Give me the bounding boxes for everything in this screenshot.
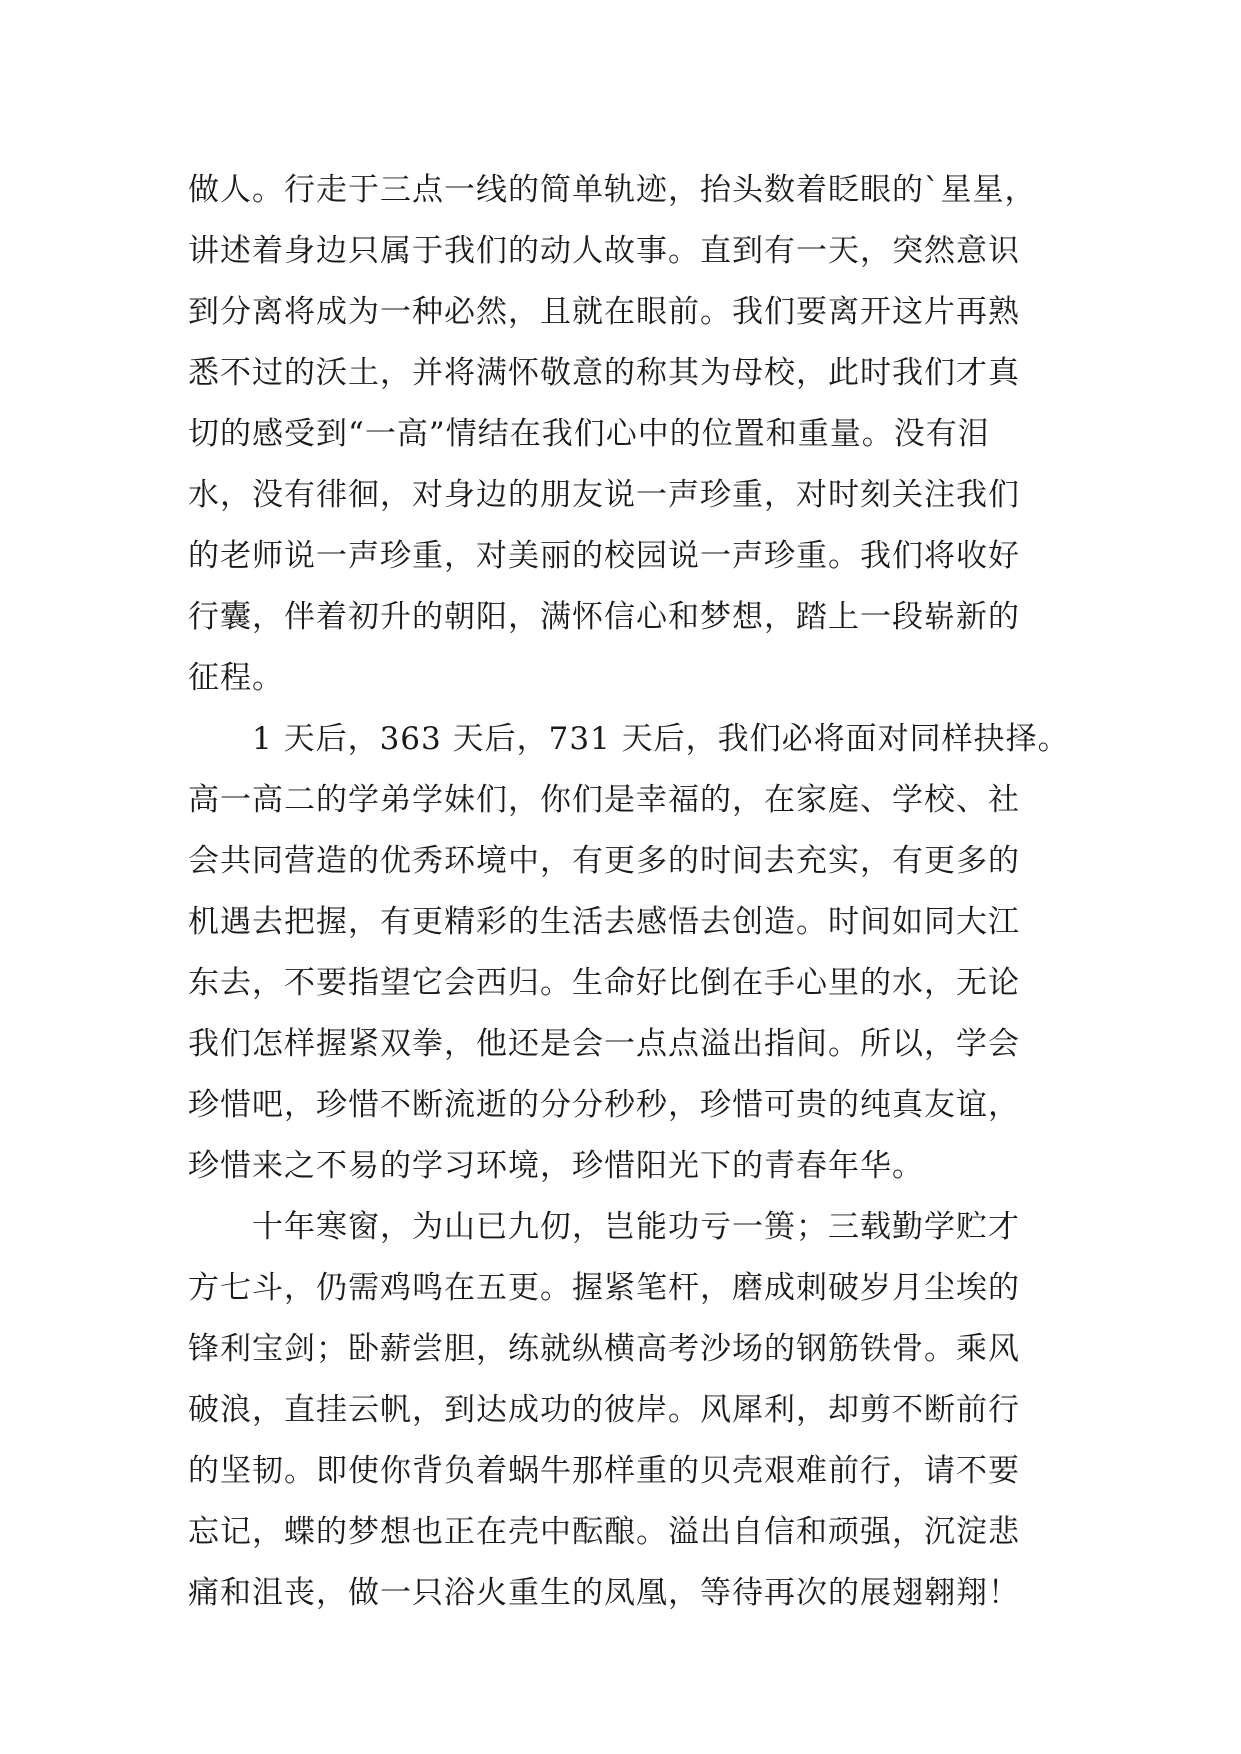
text-line: 机遇去把握，有更精彩的生活去感悟去创造。时间如同大江 bbox=[188, 904, 1020, 940]
document-body bbox=[188, 160, 1068, 1624]
text-line: 行囊，伴着初升的朝阳，满怀信心和梦想，踏上一段崭新的 bbox=[188, 599, 1020, 635]
text-line: 痛和沮丧，做一只浴火重生的凤凰，等待再次的展翅翱翔！ bbox=[188, 1575, 1020, 1611]
text-line: 会共同营造的优秀环境中，有更多的时间去充实，有更多的 bbox=[188, 843, 1020, 879]
text-line: 高一高二的学弟学妹们，你们是幸福的，在家庭、学校、社 bbox=[188, 782, 1020, 818]
text-line: 做人。行走于三点一线的简单轨迹，抬头数着眨眼的`星星， bbox=[188, 172, 1037, 208]
text-line: 珍惜来之不易的学习环境，珍惜阳光下的青春年华。 bbox=[188, 1148, 924, 1184]
text-line: 的坚韧。即使你背负着蜗牛那样重的贝壳艰难前行，请不要 bbox=[188, 1453, 1020, 1489]
text-line: 珍惜吧，珍惜不断流逝的分分秒秒，珍惜可贵的纯真友谊， bbox=[188, 1087, 1020, 1123]
text-line: 悉不过的沃土，并将满怀敬意的称其为母校，此时我们才真 bbox=[188, 355, 1020, 391]
text-line: 水，没有徘徊，对身边的朋友说一声珍重，对时刻关注我们 bbox=[188, 477, 1020, 513]
text-line: 方七斗，仍需鸡鸣在五更。握紧笔杆，磨成刺破岁月尘埃的 bbox=[188, 1270, 1020, 1306]
text-line: 忘记，蝶的梦想也正在壳中酝酿。溢出自信和顽强，沉淀悲 bbox=[188, 1514, 1020, 1550]
paragraph-2 bbox=[188, 709, 1068, 1197]
text-line: 的老师说一声珍重，对美丽的校园说一声珍重。我们将收好 bbox=[188, 538, 1020, 574]
text-line: 锋利宝剑；卧薪尝胆，练就纵横高考沙场的钢筋铁骨。乘风 bbox=[188, 1331, 1020, 1367]
text-line: 破浪，直挂云帆，到达成功的彼岸。风犀利，却剪不断前行 bbox=[188, 1392, 1020, 1428]
text-line: 到分离将成为一种必然，且就在眼前。我们要离开这片再熟 bbox=[188, 294, 1020, 330]
text-line: 十年寒窗，为山已九仞，岂能功亏一篑；三载勤学贮才 bbox=[252, 1209, 1020, 1245]
paragraph-3 bbox=[188, 1197, 1068, 1624]
paragraph-1 bbox=[188, 160, 1068, 709]
text-line: 东去，不要指望它会西归。生命好比倒在手心里的水，无论 bbox=[188, 965, 1020, 1001]
text-line: 讲述着身边只属于我们的动人故事。直到有一天，突然意识 bbox=[188, 233, 1020, 269]
text-line: 我们怎样握紧双拳，他还是会一点点溢出指间。所以，学会 bbox=[188, 1026, 1020, 1062]
text-line: 1 天后，363 天后，731 天后，我们必将面对同样抉择。 bbox=[252, 721, 1070, 757]
text-line: 征程。 bbox=[188, 660, 284, 696]
text-line: 切的感受到“一高”情结在我们心中的位置和重量。没有泪 bbox=[188, 416, 990, 452]
